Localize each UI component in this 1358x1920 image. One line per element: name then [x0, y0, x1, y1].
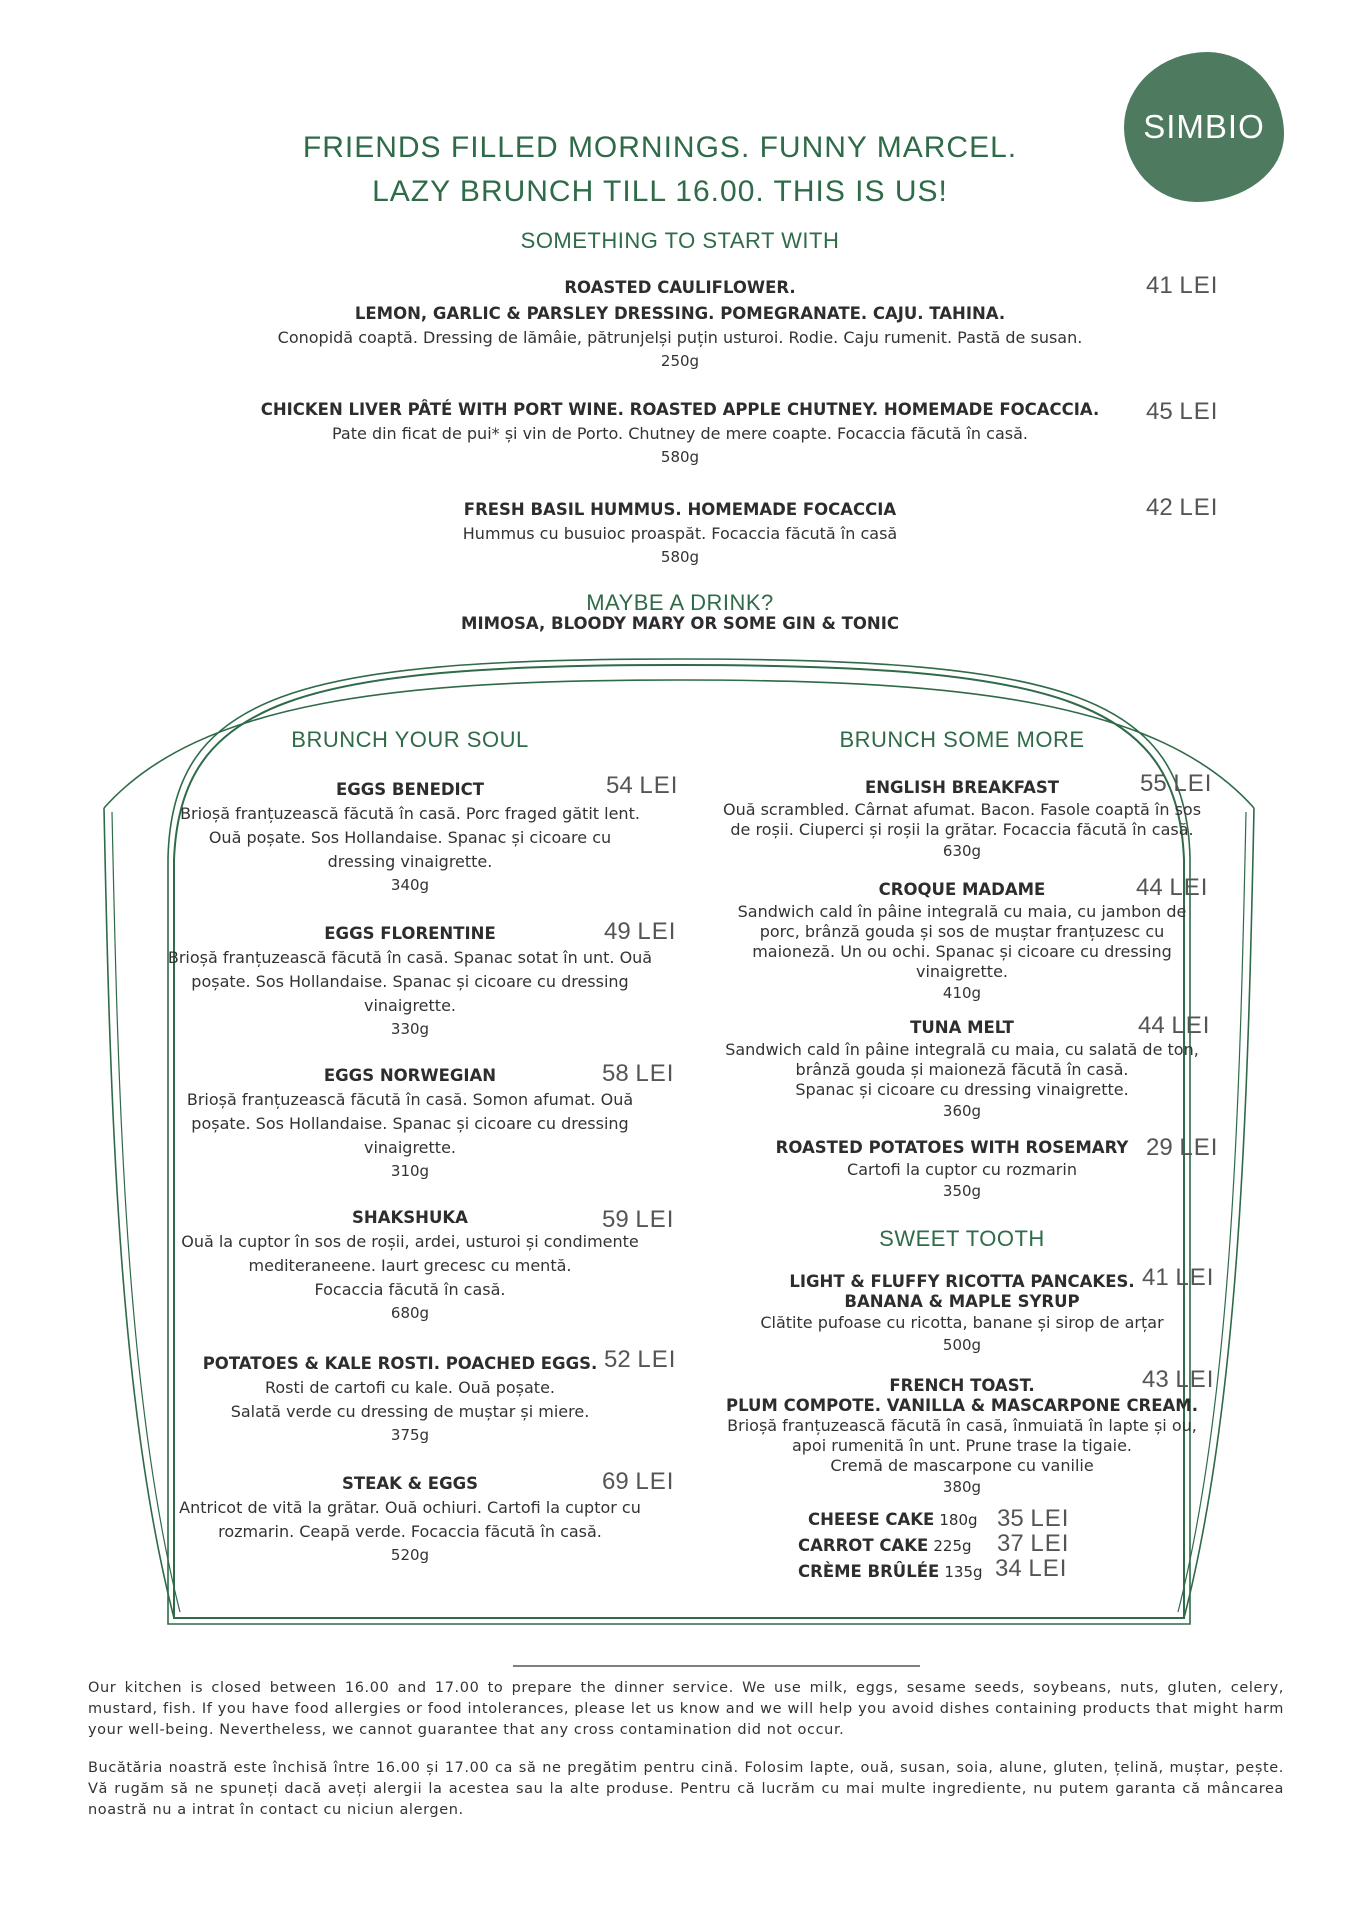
item-description: vinaigrette. [915, 962, 1008, 981]
menu-item [150, 922, 670, 1040]
item-name: CHICKEN LIVER PÂTÉ WITH PORT WINE. ROASTED APPLE CHUTNEY. HOMEMADE FOCACCIA. [260, 400, 1100, 419]
menu-item [150, 1064, 670, 1182]
dessert-row [798, 1536, 972, 1562]
item-description: Ouă poșate. Sos Hollandaise. Spanac și cicoare cu [208, 828, 612, 847]
section-title-sweet-tooth: SWEET TOOTH [879, 1226, 1045, 1251]
item-price: 69 LEI [602, 1468, 675, 1495]
item-description: Hummus cu busuioc proaspăt. Focaccia făcută în casă [462, 524, 898, 543]
item-name: ROASTED POTATOES WITH ROSEMARY [775, 1138, 1129, 1157]
item-price: 41 LEI [1146, 272, 1219, 299]
item-name: SHAKSHUKA [352, 1208, 468, 1227]
item-price: 41 LEI [1142, 1264, 1215, 1291]
item-name: CROQUE MADAME [878, 880, 1046, 899]
item-weight: 360g [942, 1102, 982, 1120]
item-weight: 680g [390, 1304, 430, 1322]
item-weight: 330g [390, 1020, 430, 1038]
item-weight: 250g [660, 352, 700, 370]
item-description: dressing vinaigrette. [327, 852, 493, 871]
headline-line-1: FRIENDS FILLED MORNINGS. FUNNY MARCEL. [302, 131, 1018, 164]
item-weight: 410g [942, 984, 982, 1002]
menu-item [700, 1376, 1224, 1498]
item-description: Brioșă franțuzească făcută în casă. Porc fraged gătit lent. [180, 804, 640, 823]
item-price: 42 LEI [1146, 494, 1219, 521]
item-weight: 580g [660, 448, 700, 466]
dessert-name: CHEESE CAKE [808, 1510, 935, 1529]
item-name: EGGS FLORENTINE [324, 924, 496, 943]
dessert-row [798, 1562, 983, 1588]
item-description: vinaigrette. [363, 1138, 456, 1157]
item-description: Cremă de mascarpone cu vanilie [830, 1456, 1094, 1475]
item-description: maioneză. Un ou ochi. Spanac și cicoare cu dressing [752, 942, 1172, 961]
dessert-weight: 135g [944, 1563, 983, 1581]
item-description: Brioșă franțuzească făcută în casă. Spanac sotat în unt. Ouă [167, 948, 653, 967]
item-name: EGGS NORWEGIAN [323, 1066, 497, 1085]
section-title-brunch-some-more: BRUNCH SOME MORE [839, 727, 1085, 752]
headline-line-2: LAZY BRUNCH TILL 16.00. THIS IS US! [372, 175, 948, 208]
item-weight: 350g [942, 1182, 982, 1200]
item-description: Salată verde cu dressing de muștar și miere. [230, 1402, 590, 1421]
item-description: Clătite pufoase cu ricotta, banane și sirop de arțar [760, 1313, 1164, 1332]
item-price: 55 LEI [1140, 770, 1213, 797]
item-name: EGGS BENEDICT [335, 780, 485, 799]
item-weight: 500g [942, 1336, 982, 1354]
item-description: Focaccia făcută în casă. [314, 1280, 506, 1299]
item-name: ROASTED CAULIFLOWER. [564, 278, 796, 297]
dessert-row [808, 1510, 978, 1536]
allergen-notice-ro: Bucătăria noastră este închisă între 16.00 și 17.00 ca să ne pregătim pentru cină. Folosim lapte, ouă, susan, soia, alune, gluten, țelină, muștar, pește. Vă rugăm să ne spuneți dacă aveți alergii la acestea sau la alte produse. Pentru că lucrăm cu mai multe ingrediente, nu putem garanta că mâncarea noastră nu a intrat în contact cu niciun alergen. [88, 1760, 1284, 1818]
item-weight: 580g [660, 548, 700, 566]
item-price: 54 LEI [606, 772, 679, 799]
logo-text: SIMBIO [1143, 108, 1265, 145]
item-weight: 380g [942, 1478, 982, 1496]
section-title-starters: SOMETHING TO START WITH [520, 228, 840, 253]
item-description: Rosti de cartofi cu kale. Ouă poșate. [264, 1378, 555, 1397]
dessert-price: 35 LEI [997, 1505, 1070, 1532]
item-description: Spanac și cicoare cu dressing vinaigrette. [795, 1080, 1129, 1099]
item-description: vinaigrette. [363, 996, 456, 1015]
section-title-brunch-your-soul: BRUNCH YOUR SOUL [291, 727, 529, 752]
item-description: Ouă scrambled. Cârnat afumat. Bacon. Fasole coaptă în sos [722, 800, 1202, 819]
menu-item [150, 1206, 670, 1324]
item-name: ENGLISH BREAKFAST [864, 778, 1060, 797]
item-description: poșate. Sos Hollandaise. Spanac și cicoare cu dressing [191, 1114, 629, 1133]
item-description: Sandwich cald în pâine integrală cu maia, cu salată de ton, [725, 1040, 1199, 1059]
item-description: de roșii. Ciuperci și roșii la grătar. Focaccia făcută în casă. [730, 820, 1194, 839]
item-name: LIGHT & FLUFFY RICOTTA PANCAKES. [789, 1272, 1135, 1291]
item-description: poșate. Sos Hollandaise. Spanac și cicoare cu dressing [191, 972, 629, 991]
item-weight: 375g [390, 1426, 430, 1444]
menu-item [150, 1472, 670, 1566]
item-weight: 630g [942, 842, 982, 860]
item-price: 29 LEI [1146, 1134, 1219, 1161]
menu-item [150, 778, 670, 896]
item-weight: 310g [390, 1162, 430, 1180]
item-price: 45 LEI [1146, 398, 1219, 425]
dessert-weight: 225g [933, 1537, 972, 1555]
item-weight: 520g [390, 1546, 430, 1564]
item-name-subline: PLUM COMPOTE. VANILLA & MASCARPONE CREAM. [726, 1396, 1198, 1415]
dessert-price: 37 LEI [997, 1530, 1070, 1557]
dessert-name: CARROT CAKE [798, 1536, 929, 1555]
item-name: POTATOES & KALE ROSTI. POACHED EGGS. [202, 1354, 598, 1373]
item-description: Brioșă franțuzească făcută în casă. Somon afumat. Ouă [186, 1090, 634, 1109]
item-description: Cartofi la cuptor cu rozmarin [847, 1160, 1077, 1179]
item-description: mediteraneene. Iaurt grecesc cu mentă. [248, 1256, 572, 1275]
item-price: 52 LEI [604, 1346, 677, 1373]
item-description: Antricot de vită la grătar. Ouă ochiuri. Cartofi la cuptor cu [179, 1498, 641, 1517]
item-price: 58 LEI [602, 1060, 675, 1087]
item-price: 59 LEI [602, 1206, 675, 1233]
item-name: STEAK & EGGS [341, 1474, 479, 1493]
item-description: Pate din ficat de pui* și vin de Porto. Chutney de mere coapte. Focaccia făcută în casă. [332, 424, 1028, 443]
item-description: apoi rumenită în unt. Prune trase la tigaie. [791, 1436, 1133, 1455]
item-price: 44 LEI [1136, 874, 1209, 901]
dessert-weight: 180g [939, 1511, 978, 1529]
item-name: FRESH BASIL HUMMUS. HOMEMADE FOCACCIA [463, 500, 897, 519]
item-price: 49 LEI [604, 918, 677, 945]
item-weight: 340g [390, 876, 430, 894]
item-name: TUNA MELT [910, 1018, 1014, 1037]
item-description: Brioșă franțuzească făcută în casă, înmuiată în lapte și ou, [727, 1416, 1197, 1435]
item-description: Sandwich cald în pâine integrală cu maia, cu jambon de [737, 902, 1187, 921]
allergen-notice-en: Our kitchen is closed between 16.00 and 17.00 to prepare the dinner service. We use milk, eggs, sesame seeds, soybeans, nuts, gluten, celery, mustard, fish. If you have food allergies or food intolerances, please let us know and we will help you avoid dishes containing products that might harm your well-being. Nevertheless, we cannot guarantee that any cross contamination did not occur. [88, 1680, 1284, 1738]
item-price: 43 LEI [1142, 1366, 1215, 1393]
item-name-subline: LEMON, GARLIC & PARSLEY DRESSING. POMEGRANATE. CAJU. TAHINA. [354, 304, 1006, 323]
item-price: 44 LEI [1138, 1012, 1211, 1039]
section-title-drink: MAYBE A DRINK? [586, 590, 774, 615]
dessert-name: CRÈME BRÛLÉE [798, 1562, 940, 1581]
item-name-subline: BANANA & MAPLE SYRUP [844, 1292, 1080, 1311]
item-description: Ouă la cuptor în sos de roșii, ardei, usturoi și condimente [181, 1232, 639, 1251]
item-description: rozmarin. Ceapă verde. Focaccia făcută în casă. [218, 1522, 602, 1541]
item-description: brânză gouda și maioneză făcută în casă. [795, 1060, 1129, 1079]
drink-suggestions: MIMOSA, BLOODY MARY OR SOME GIN & TONIC [461, 614, 899, 633]
item-description: porc, brânză gouda și sos de muștar franțuzesc cu [759, 922, 1165, 941]
menu-item [150, 1352, 670, 1446]
item-name: FRENCH TOAST. [889, 1376, 1035, 1395]
dessert-price: 34 LEI [995, 1555, 1068, 1582]
item-description: Conopidă coaptă. Dressing de lămâie, pătrunjelși puțin usturoi. Rodie. Caju rumenit. Pastă de susan. [277, 328, 1083, 347]
